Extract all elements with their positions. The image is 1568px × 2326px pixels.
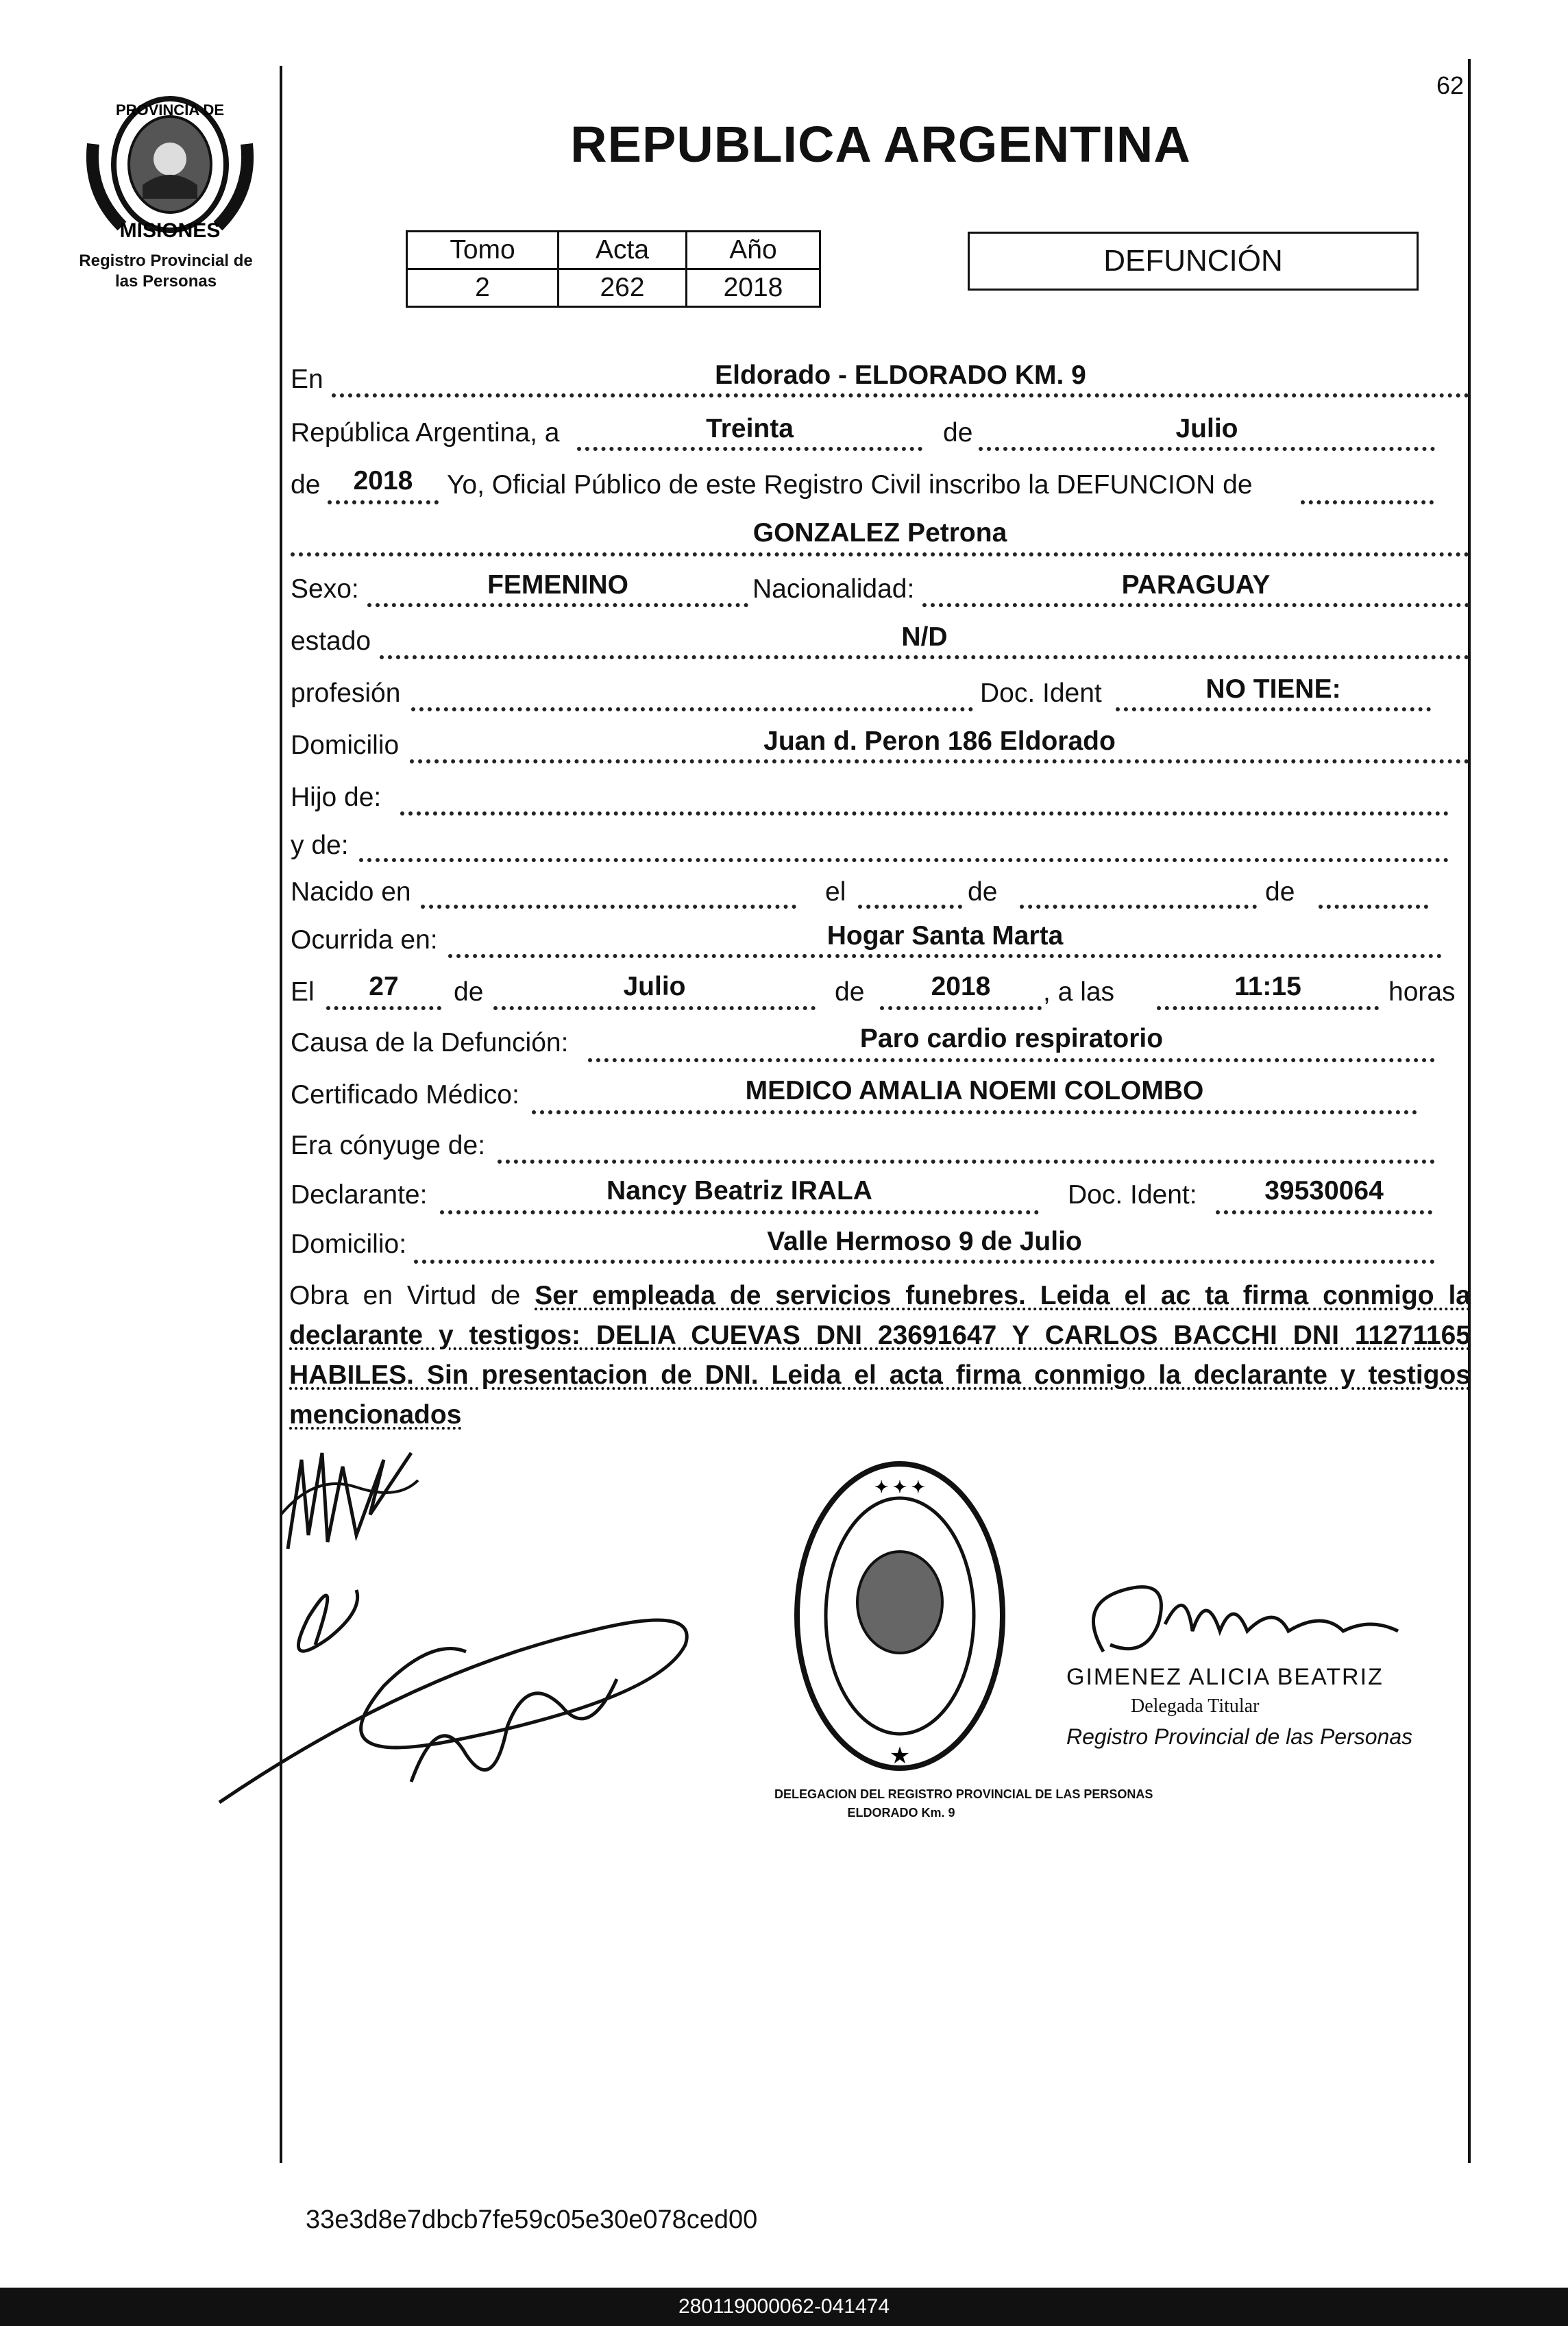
en-dots <box>332 393 1469 397</box>
sexo-value: FEMENINO <box>487 570 628 600</box>
yde-dots <box>359 858 1449 862</box>
record-type-box: DEFUNCIÓN <box>968 232 1419 291</box>
inscribo-text: Yo, Oficial Público de este Registro Civil inscribo la DEFUNCION de <box>447 470 1253 500</box>
record-table-header-row <box>407 232 820 269</box>
nacido-year-dots <box>1319 905 1428 909</box>
page-number: 62 <box>1436 71 1465 99</box>
death-de-label-1: de <box>454 977 484 1007</box>
stamp-text: DELEGACION DEL REGISTRO PROVINCIAL DE LAS PERSONAS <box>774 1787 1153 1801</box>
record-table-value-row <box>407 269 820 307</box>
inscribo-dots <box>1301 500 1434 504</box>
death-de-label-2: de <box>835 977 865 1007</box>
yde-label: y de: <box>291 831 349 860</box>
nacido-de-label-1: de <box>968 877 998 907</box>
footer-code: 280119000062-041474 <box>678 2295 890 2318</box>
de-label-1: de <box>943 418 973 448</box>
sexo-label: Sexo: <box>291 574 359 604</box>
registry-line2: las Personas <box>114 272 217 291</box>
causa-label: Causa de la Defunción: <box>291 1028 569 1057</box>
signature-3-icon <box>1069 1563 1412 1672</box>
ocurrida-dots <box>448 954 1442 958</box>
obra-label: Obra en Virtud de <box>289 1281 521 1310</box>
declarante-value: Nancy Beatriz IRALA <box>607 1176 872 1205</box>
death-day-dots <box>326 1006 441 1010</box>
declarante-dots <box>440 1210 1039 1214</box>
certificado-label: Certificado Médico: <box>291 1080 519 1110</box>
value-tomo: 2 <box>407 269 559 307</box>
nacido-dots <box>421 905 796 909</box>
day-dots <box>577 447 922 451</box>
republica-label: República Argentina, a <box>291 418 560 448</box>
nacido-month-dots <box>1020 905 1257 909</box>
registry-name <box>63 251 269 292</box>
domicilio-dots <box>410 759 1469 763</box>
obra-paragraph <box>289 1276 1471 1435</box>
nacido-day-dots <box>858 905 962 909</box>
death-time-dots <box>1157 1006 1379 1010</box>
domicilio2-value: Valle Hermoso 9 de Julio <box>767 1227 1082 1256</box>
doc-value: NO TIENE: <box>1205 674 1341 704</box>
alas-label: , a las <box>1043 977 1115 1007</box>
nacido-label: Nacido en <box>291 877 411 907</box>
domicilio2-label: Domicilio: <box>291 1229 407 1259</box>
ocurrida-label: Ocurrida en: <box>291 925 438 955</box>
death-el-label: El <box>291 977 315 1007</box>
death-month-dots <box>493 1006 816 1010</box>
header-ano: Año <box>687 232 820 269</box>
official-name: GIMENEZ ALICIA BEATRIZ <box>1066 1664 1384 1690</box>
doc-dots <box>1116 707 1431 711</box>
death-month: Julio <box>623 972 686 1001</box>
profesion-label: profesión <box>291 678 401 708</box>
declarante-doc-label: Doc. Ident: <box>1068 1180 1197 1210</box>
header-tomo: Tomo <box>407 232 559 269</box>
death-year-dots <box>880 1006 1042 1010</box>
causa-dots <box>588 1058 1435 1062</box>
horas-label: horas <box>1388 977 1456 1007</box>
declarante-doc-dots <box>1216 1210 1432 1214</box>
page-title: REPUBLICA ARGENTINA <box>570 116 1191 173</box>
official-title: Delegada Titular <box>1131 1695 1260 1717</box>
nacionalidad-dots <box>922 603 1469 607</box>
sexo-dots <box>367 603 748 607</box>
year-dots <box>328 500 439 504</box>
death-year: 2018 <box>931 972 991 1001</box>
day-value: Treinta <box>706 414 794 443</box>
svg-text:★: ★ <box>889 1743 911 1769</box>
svg-text:✦ ✦ ✦: ✦ ✦ ✦ <box>874 1478 925 1497</box>
hijo-dots <box>400 811 1449 816</box>
hijo-label: Hijo de: <box>291 783 382 812</box>
record-table <box>406 230 821 308</box>
doc-label: Doc. Ident <box>980 678 1102 708</box>
nacido-de-label-2: de <box>1265 877 1295 907</box>
certificado-dots <box>532 1110 1417 1114</box>
death-time: 11:15 <box>1234 972 1301 1001</box>
de-label-2: de <box>291 470 321 500</box>
declarante-label: Declarante: <box>291 1180 428 1210</box>
value-ano: 2018 <box>687 269 820 307</box>
official-stamp-icon <box>787 1452 1013 1780</box>
domicilio2-dots <box>414 1260 1435 1264</box>
causa-value: Paro cardio respiratorio <box>859 1024 1164 1053</box>
nacionalidad-label: Nacionalidad: <box>752 574 915 604</box>
header-acta: Acta <box>559 232 687 269</box>
footer-bar <box>0 2288 1568 2326</box>
left-margin-line <box>280 66 282 2163</box>
estado-value: N/D <box>901 622 948 652</box>
conyuge-label: Era cónyuge de: <box>291 1131 486 1160</box>
value-acta: 262 <box>559 269 687 307</box>
obra-value: Ser empleada de servicios funebres. Leida el ac ta firma conmigo la declarante y testigos: DELIA CUEVAS DNI 23691647 Y CARLOS BACCHI DNI 11271165 HABILES. Sin presentacion de DNI. Leida el acta firma conmigo la declarante y testigos mencionados <box>289 1281 1471 1430</box>
year-value: 2018 <box>353 466 413 495</box>
official-org: Registro Provincial de las Personas <box>1066 1724 1413 1749</box>
deceased-name: GONZALEZ Petrona <box>752 518 1007 548</box>
death-day: 27 <box>369 972 399 1001</box>
misiones-emblem-icon <box>81 82 259 247</box>
signature-2-icon <box>206 1535 726 1823</box>
nacido-el-label: el <box>825 877 846 907</box>
declarante-doc-value: 39530064 <box>1264 1176 1384 1205</box>
nacionalidad-value: PARAGUAY <box>1121 570 1271 600</box>
estado-dots <box>380 655 1469 659</box>
conyuge-dots <box>498 1160 1435 1164</box>
document-hash: 33e3d8e7dbcb7fe59c05e30e078ced00 <box>306 2205 758 2234</box>
certificado-value: MEDICO AMALIA NOEMI COLOMBO <box>745 1076 1204 1105</box>
ocurrida-value: Hogar Santa Marta <box>826 921 1064 951</box>
estado-label: estado <box>291 626 371 656</box>
month-dots <box>979 447 1435 451</box>
domicilio-value: Juan d. Peron 186 Eldorado <box>763 726 1116 756</box>
en-label: En <box>291 365 323 394</box>
emblem-bottom-text: MISIONES <box>119 219 221 242</box>
emblem-top-text: PROVINCIA DE <box>115 101 225 119</box>
month-value: Julio <box>1175 414 1238 443</box>
domicilio-label: Domicilio <box>291 731 400 760</box>
en-value: Eldorado - ELDORADO KM. 9 <box>715 360 1086 390</box>
stamp-inner-text: ELDORADO Km. 9 <box>847 1806 955 1820</box>
name-dots <box>291 552 1469 556</box>
profesion-dots <box>411 707 973 711</box>
registry-line1: Registro Provincial de <box>79 252 253 270</box>
